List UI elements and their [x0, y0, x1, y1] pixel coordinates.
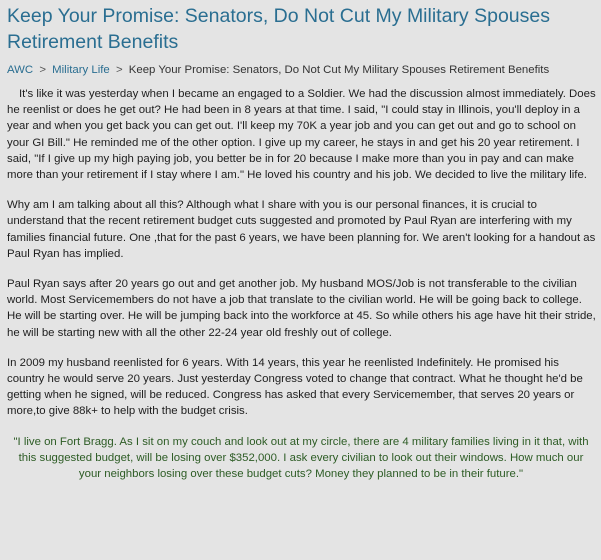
breadcrumb-section-link[interactable]: Military Life [52, 64, 110, 76]
breadcrumb-current: Keep Your Promise: Senators, Do Not Cut My Military Spouses Retirement Benefits [128, 64, 550, 76]
breadcrumb-home-link[interactable]: AWC [7, 64, 34, 76]
breadcrumb [7, 63, 596, 77]
article-paragraph: Paul Ryan says after 20 years go out and get another job. My husband MOS/Job is not transferable to the civilian world. Most Servicemembers do not have a job that translate to the civilian world. He will be going back to college. He will be starting over. He will be jumping back into the workforce at 45. So while others his age have hit their stride, he will be starting new with all the other 22-24 year old freshly out of college. [7, 278, 596, 339]
page-title: Keep Your Promise: Senators, Do Not Cut My Military Spouses Retirement Benefits [7, 5, 550, 53]
breadcrumb-separator: > [115, 64, 123, 76]
article-paragraph: In 2009 my husband reenlisted for 6 years. With 14 years, this year he reenlisted Indefinitely. He promised his country he would serve 20 years. Just yesterday Congress voted to change that contract. What he thought he'd be getting when he signed, will be reduced. Congress has asked that every Servicemember, that serves 20 years or more,to give 88k+ to help with the budget crisis. [7, 356, 583, 418]
breadcrumb-separator: > [39, 64, 46, 76]
article-paragraph: Why am I am talking about all this? Although what I share with you is our personal finances, it is crucial to understand that the recent retirement budget cuts suggested and promoted by Paul Ryan are interfering with my families financial future. One ,that for the past 6 years, we have been planning for. We aren't looking for a handout as Paul Ryan has implied. [7, 199, 596, 260]
pull-quote: "I live on Fort Bragg. As I sit on my couch and look out at my circle, there are 4 military families living in it that, with this suggested budget, will be losing over $352,000. I ask every civilian to look out their windows. How much our your neighbors losing over these budget cuts? Money they planned to be in their future." [13, 435, 589, 481]
article-paragraph: It's like it was yesterday when I became an engaged to a Soldier. We had the discussion almost immediately. Does he reenlist or does he get out? He had been in 8 years at that time. I said, "I could stay in Illinois, you'll deploy in a year and when you get back you can get out. I'll keep my 70K a year job and you can get out and go to school on your GI Bill." He reminded me of the other option. I give up my career, he stays in and get his 20 year retirement. I said, "If I give up my high paying job, you better be in for 20 because I make more than you in pay and can make more than your retirement if I stay where I am." He loved his country and his job. We decided to live the military life. [7, 88, 596, 182]
